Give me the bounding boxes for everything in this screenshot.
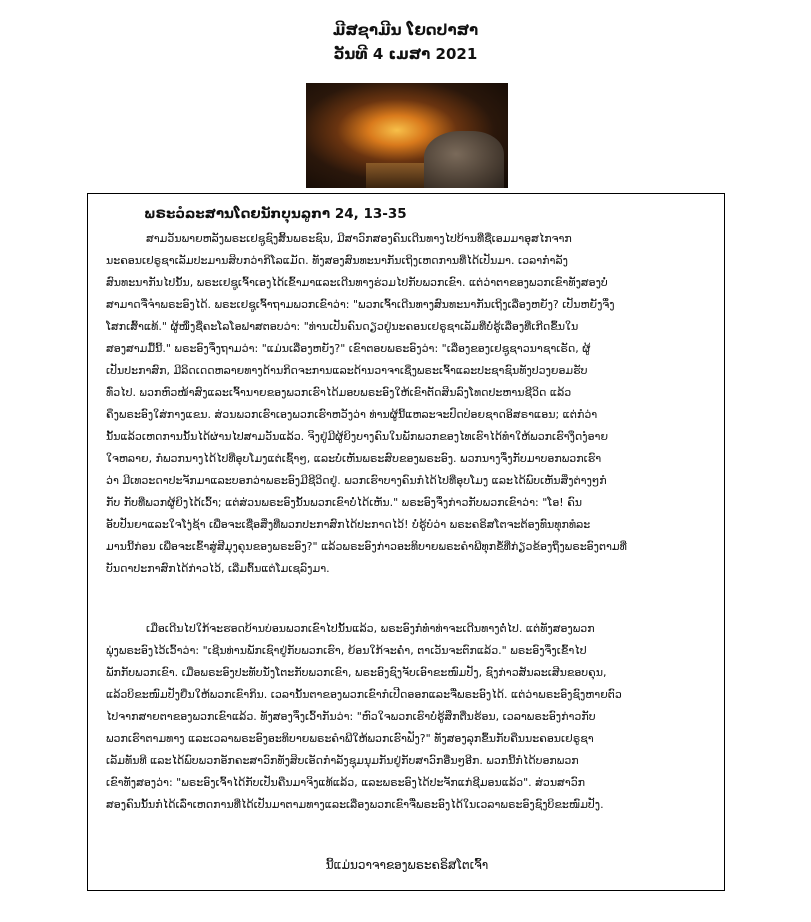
paragraph-line: ເຂົາທັງສອງວ່າ: "ພຣະອົງເຈົ້າໄດ້ກັບເປັນຄືນມາຈິງແທ້ແລ້ວ, ແລະພຣະອົງໄດ້ປະຈັກແກ່ຊີມອນແລ້ວ". ສ່ວນສາວົກ bbox=[106, 776, 586, 789]
paragraph-line: ມານນີ້ກ່ອນ ເພື່ອຈະເຂົ້າສູ່ສີມຸງຄຸນຂອງພຣະອົງ?" ແລ້ວພຣະອົງກ່າວອະທິບາຍພຣະຄຳພີທຸກຂໍ້ທີ່ກ່ຽວຂ້ອງຖຶງພຣະອົງຕາມທີ່ bbox=[106, 540, 627, 553]
paragraph-line bbox=[106, 228, 706, 250]
paragraph-line: ກັບ ກັບທີ່ພວກຜູ້ຍິງໄດ້ເວົ້າ; ແຕ່ສ່ວນພຣະອົງນັ້ນພວກເຂົາບໍ່ໄດ້ເຫັນ." ພຣະອົງຈຶ່ງກ່າວກັບພວກເຂົາວ່າ: "ໂອ! ຄົນ bbox=[106, 496, 583, 509]
paragraph-line: ທົ່ວໄປ. ພວກຫົວໜ້າສົງແລະເຈົ້ານາຍຂອງພວກເຮົາໄດ້ມອບພຣະອົງໃຫ້ເຂົາຕັດສິນລົງໂທດປະຫານຊີວິດ ແລ້ວ bbox=[106, 386, 572, 399]
paragraph-line: ພັກກັບພວກເຂົາ. ເມື່ອພຣະອົງປະທັບນັ່ງໂຕະກັບພວກເຂົາ, ພຣະອົງຊົງຈັບເອົາຂະໜົມປັງ, ຊົງກ່າວສັນລະເສີນຂອບຄຸນ, bbox=[106, 666, 607, 679]
paragraph-line: ອັບປັນຍາແລະໃຈໂງ່ຊ້າ ເພື່ອຈະເຊື່ອສິ່ງທີ່ພວກປະກາສົກໄດ້ປະກາດໄວ້! ບໍ່ຮູ້ບໍວ່າ ພຣະຄຣິສໂຕຈະຕ້ອງທົນທຸກທໍລະ bbox=[106, 518, 591, 531]
paragraph-line: ແລ້ວບິຂະໜົມປັງຍື່ນໃຫ້ພວກເຂົາກິນ. ເວລານັ້ນຕາຂອງພວກເຂົາກໍເປີດອອກແລະຈື່ພຣະອົງໄດ້. ແຕ່ວ່າພຣະອົງຊົງຫາຍຕົວ bbox=[106, 688, 622, 701]
reading-paragraph-1 bbox=[106, 228, 706, 580]
paragraph-line: ສົນທະນາກັນໄປນັ້ນ, ພຣະເຢຊູເຈົ້າເອງໄດ້ເຂົ້າມາແລະເດີນທາງຮ່ວມໄປກັບພວກເຂົາ. ແຕ່ວ່າຕາຂອງພວກເຂົາທັງສອງບໍ່ bbox=[106, 276, 608, 289]
page-title: ມີສຊາມີນ ໂຍດປາສາ bbox=[332, 21, 479, 39]
paragraph-line: ພວກເຮົາຕາມທາງ ແລະເວລາພຣະອົງອະທິບາຍພຣະຄຳພີໃຫ້ພວກເຮົາຟັງ?" ທັງສອງລຸກຂຶ້ນກັບຄືນນະຄອນເຢຣູຊາ bbox=[106, 732, 594, 745]
reading-heading: ພຣະວໍລະສານໂດຍນັກບຸນລູກາ 24, 13-35 bbox=[144, 206, 407, 222]
paragraph-line: ຄຶງພຣະອົງໃສ່ກາງແຂນ. ສ່ວນພວກເຮົາເອງພວກເຮົາຫວັງວ່າ ທ່ານຜູ້ນີ້ແຫລະຈະປົດປ່ອຍຊາດອິສຣາແອນ; ແຕ່ກໍວ່າ bbox=[106, 408, 598, 421]
paragraph-line: ນັ້ນແລ້ວເຫດການນັ້ນໄດ້ຜ່ານໄປສາມວັນແລ້ວ. ຈິງຢູ່ມີຜູ້ຍິງບາງຄົນໃນພັກພວກຂອງໄທເຮົາໄດ້ທຳໃຫ້ພວກເຮົາງຶດງໍອາຍ bbox=[106, 430, 609, 443]
page-date: ວັນທີ 4 ເມສາ 2021 bbox=[333, 45, 478, 63]
paragraph-line-text: ເມື່ອເດີນໄປໃກ້ຈະຮອດບ້ານບ່ອນພວກເຂົາໄປນັ້ນແລ້ວ, ພຣະອົງກໍທຳທ່າຈະເດີນທາງຕໍ່ໄປ. ແຕ່ທັງສອງພວກ bbox=[146, 622, 595, 635]
paragraph-line bbox=[106, 618, 706, 640]
paragraph-line: ໂສກເສົ້າແທ້." ຜູ້ໜຶ່ງຊື່ຄະໂລໂອຟາສຕອບວ່າ: "ທ່ານເປັນຄົນດຽວຢູ່ນະຄອນເຢຣູຊາເລັມທີ່ບໍ່ຮູ້ເລື່ອງທີ່ເກີດຂຶ້ນໃນ bbox=[106, 320, 579, 333]
paragraph-line: ໃຈຫລາຍ, ກໍພວກນາງໄດ້ໄປທີ່ອຸບໂມງແຕ່ເຊົ້າໆ, ແລະບໍ່ເຫັນພຣະສົບຂອງພຣະອົງ. ພວກນາງຈຶ່ງກັບມາບອກພວກເຮົາ bbox=[106, 452, 602, 465]
paragraph-line: ເລັມທັນທີ ແລະໄດ້ພົບພວກອັກຄະສາວົກທັງສິບເອັດກຳລັງຊຸມນຸມກັນຢູ່ກັບສາວົກອື່ນໆອີກ. ພວກນີ້ກໍໄດ້ບອກພວກ bbox=[106, 754, 579, 767]
paragraph-line: ໄປຈາກສາຍຕາຂອງພວກເຂົາແລ້ວ. ທັງສອງຈຶ່ງເວົ້າກັນວ່າ: "ຫົວໃຈພວກເຮົາບໍ່ຮູ້ສຶກຕື່ນຮ້ອນ, ເວລາພຣະອົງກ່າວກັບ bbox=[106, 710, 596, 723]
paragraph-line: ນະຄອນເຢຣູຊາເລັມປະມານສິບກວ່າກິໂລແມັດ. ທັງສອງສົນທະນາກັນເຖິງເຫດການທີ່ໄດ້ເປັນມາ. ເວລາກຳລັງ bbox=[106, 254, 568, 267]
empty-tomb-image bbox=[306, 83, 508, 188]
paragraph-line: ວ່າ ມີເທວະດາປະຈັກມາແລະບອກວ່າພຣະອົງມີຊີວິດຢູ່. ພວກເຮົາບາງຄົນກໍໄດ້ໄປທີ່ອຸບໂມງ ແລະໄດ້ພົບເຫັນສິ່ງຕ່າງໆກໍ bbox=[106, 474, 607, 487]
reading-box bbox=[87, 193, 725, 891]
paragraph-line: ບັນດາປະກາສົກໄດ້ກ່າວໄວ້, ເລີ່ມຕົ້ນແຕ່ໂມເຊລົງມາ. bbox=[106, 562, 330, 575]
tomb-stone bbox=[424, 131, 504, 188]
paragraph-line: ສອງສາມມື້ນີ້." ພຣະອົງຈຶ່ງຖາມວ່າ: "ແມ່ນເລື່ອງຫຍັງ?" ເຂົາຕອບພຣະອົງວ່າ: "ເລື່ອງຂອງເຢຊູຊາວນາຊາເຣັດ, ຜູ້ bbox=[106, 342, 591, 355]
paragraph-line: ພຸ່ງພຣະອົງໄວ້ເວົ້າວ່າ: "ເຊີນທ່ານພັກເຊົາຢູ່ກັບພວກເຮົາ, ຍ້ອນໃກ້ຈະຄ່ຳ, ຕາເວັນຈະຕົກແລ້ວ." ພຣະອົງຈຶ່ງເຂົ້າໄປ bbox=[106, 644, 587, 657]
page-header bbox=[0, 18, 811, 66]
paragraph-line: ສາມາດຈື່ຈຳພຣະອົງໄດ້. ພຣະເຢຊູເຈົ້າຖາມພວກເຂົາວ່າ: "ພວກເຈົ້າເດີນທາງສົນທະນາກັນເຖິງເລື່ອງຫຍັງ? ເປັນຫຍັງຈຶ່ງ bbox=[106, 298, 615, 311]
reading-footer: ນີ້ແມ່ນວາຈາຂອງພຣະຄຣິສໂຕເຈົ້າ bbox=[325, 858, 489, 872]
paragraph-line: ເປັນປະກາສົກ, ມີລິດເດດຫລາຍທາງດ້ານກິດຈະການແລະດ້ານວາຈາເຊິ່ງພຣະເຈົ້າແລະປະຊາຊົນທັງປວງຍອມຮັບ bbox=[106, 364, 588, 377]
reading-paragraph-2 bbox=[106, 618, 706, 816]
paragraph-line: ສອງຄົນນັ້ນກໍໄດ້ເລົ່າເຫດການທີ່ໄດ້ເປັນມາຕາມທາງແລະເລື່ອງພວກເຂົາຈື່ພຣະອົງໄດ້ໃນເວລາພຣະອົງຊົງບິຂະໜົມປັງ. bbox=[106, 798, 604, 811]
paragraph-line-text: ສາມວັນພາຍຫລັງພຣະເຢຊູຊົງສິ້ນພຣະຊົນ, ມີສາວົກສອງຄົນເດີນທາງໄປບ້ານທີ່ຊື່ເອມມາອຸສໄກຈາກ bbox=[146, 232, 572, 245]
